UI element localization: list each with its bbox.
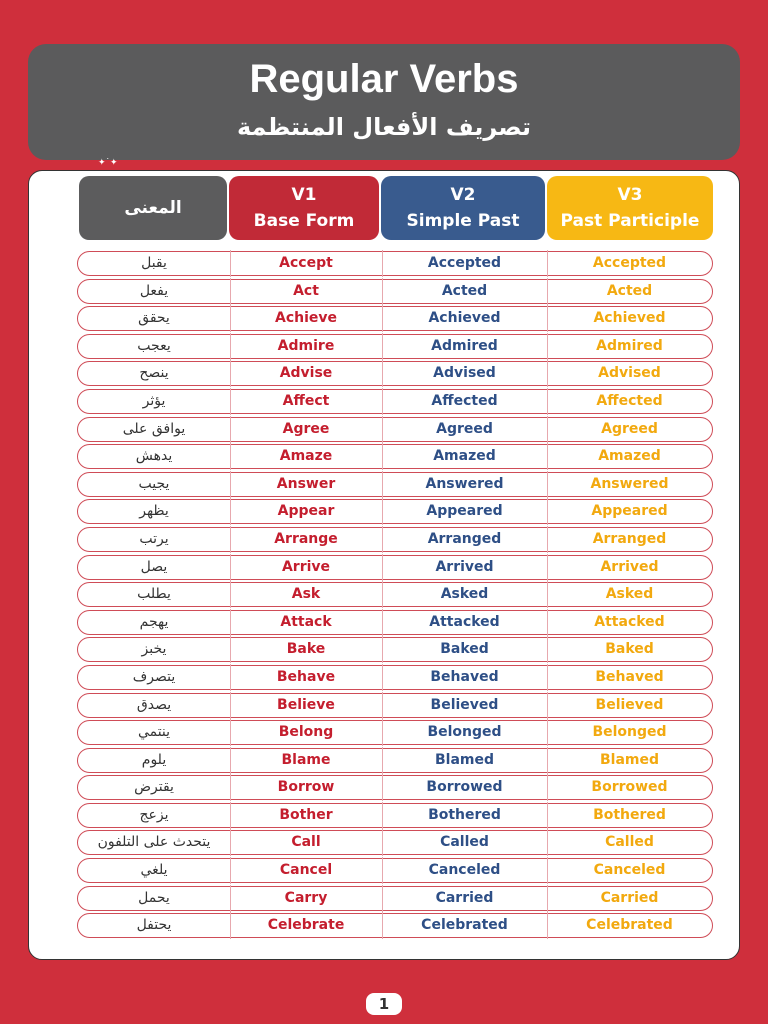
v2-cell: Agreed xyxy=(436,420,493,437)
meaning-cell: يهجم xyxy=(139,613,169,630)
meaning-cell: يزعج xyxy=(139,806,169,823)
v1-cell: Bother xyxy=(279,806,333,823)
meaning-cell: يحتفل xyxy=(136,917,172,934)
v3-cell: Admired xyxy=(596,337,663,354)
column-divider xyxy=(230,388,231,415)
column-divider xyxy=(547,278,548,305)
column-header-v1-code: V1 xyxy=(291,185,317,205)
v2-cell: Arrived xyxy=(435,558,494,575)
v1-cell: Admire xyxy=(277,337,335,354)
column-header-v2-name: Simple Past xyxy=(406,211,520,231)
v3-cell: Carried xyxy=(600,889,659,906)
v2-cell: Achieved xyxy=(428,310,501,327)
v3-cell: Attacked xyxy=(594,613,665,630)
meaning-cell: يحقق xyxy=(138,310,170,327)
column-divider xyxy=(547,581,548,608)
column-divider xyxy=(382,305,383,332)
meaning-cell: يتحدث على التلفون xyxy=(97,834,211,851)
column-divider xyxy=(547,747,548,774)
v1-cell: Arrange xyxy=(274,530,338,547)
table-row xyxy=(77,444,713,469)
column-divider xyxy=(230,664,231,691)
v2-cell: Bothered xyxy=(428,806,501,823)
v3-cell: Accepted xyxy=(592,255,667,271)
v1-cell: Blame xyxy=(281,751,331,768)
v3-cell: Agreed xyxy=(601,420,658,437)
table-row xyxy=(77,389,713,414)
meaning-cell: يتصرف xyxy=(132,668,176,685)
v1-cell: Carry xyxy=(284,889,328,906)
meaning-cell: يقبل xyxy=(141,255,167,271)
v1-cell: Answer xyxy=(276,475,336,492)
v1-cell: Accept xyxy=(279,255,333,271)
v1-cell: Attack xyxy=(280,613,332,630)
column-divider xyxy=(382,333,383,360)
column-divider xyxy=(382,526,383,553)
v2-cell: Admired xyxy=(431,337,498,354)
v2-cell: Answered xyxy=(425,475,504,492)
table-row xyxy=(77,251,713,276)
v3-cell: Baked xyxy=(605,641,654,658)
column-header-v3 xyxy=(547,176,713,240)
column-divider xyxy=(547,554,548,581)
v1-cell: Amaze xyxy=(279,448,333,465)
column-divider xyxy=(547,333,548,360)
v1-cell: Act xyxy=(293,282,319,299)
table-row xyxy=(77,886,713,911)
v1-cell: Cancel xyxy=(279,862,333,879)
table-row xyxy=(77,582,713,607)
column-divider xyxy=(382,360,383,387)
v1-cell: Belong xyxy=(278,724,334,741)
column-divider xyxy=(230,360,231,387)
v1-cell: Believe xyxy=(277,696,335,713)
column-divider xyxy=(230,747,231,774)
column-header-v1 xyxy=(229,176,379,240)
v3-cell: Affected xyxy=(596,392,663,409)
column-divider xyxy=(547,609,548,636)
table-row xyxy=(77,417,713,442)
page-title: Regular Verbs xyxy=(249,57,519,101)
v2-cell: Canceled xyxy=(428,862,501,879)
v1-cell: Behave xyxy=(276,668,336,685)
v2-cell: Carried xyxy=(435,889,494,906)
table-row xyxy=(77,555,713,580)
column-divider xyxy=(547,857,548,884)
column-divider xyxy=(382,692,383,719)
v3-cell: Called xyxy=(605,834,654,851)
column-divider xyxy=(547,885,548,912)
table-row xyxy=(77,610,713,635)
v2-cell: Borrowed xyxy=(426,779,503,796)
v1-cell: Appear xyxy=(277,503,335,520)
page-number: 1 xyxy=(366,993,402,1015)
column-divider xyxy=(547,912,548,939)
v3-cell: Arrived xyxy=(600,558,659,575)
meaning-cell: يدهش xyxy=(135,448,173,465)
column-divider xyxy=(382,278,383,305)
column-divider xyxy=(230,526,231,553)
column-divider xyxy=(382,416,383,443)
v3-cell: Acted xyxy=(606,282,653,299)
table-row xyxy=(77,306,713,331)
v3-cell: Advised xyxy=(598,365,661,382)
column-divider xyxy=(547,829,548,856)
v2-cell: Acted xyxy=(441,282,488,299)
column-divider xyxy=(547,802,548,829)
meaning-cell: يظهر xyxy=(139,503,169,520)
column-divider xyxy=(382,388,383,415)
v2-cell: Baked xyxy=(440,641,489,658)
v2-cell: Belonged xyxy=(427,724,502,741)
meaning-cell: يرتب xyxy=(139,530,169,547)
page-subtitle: تصريف الأفعال المنتظمة xyxy=(236,113,532,141)
v1-cell: Affect xyxy=(282,392,330,409)
v3-cell: Bothered xyxy=(593,806,666,823)
column-header-v3-code: V3 xyxy=(617,185,643,205)
table-row xyxy=(77,527,713,552)
v3-cell: Answered xyxy=(590,475,669,492)
column-divider xyxy=(547,664,548,691)
meaning-cell: يصدق xyxy=(136,696,172,713)
table-row xyxy=(77,279,713,304)
v1-cell: Arrive xyxy=(281,558,331,575)
meaning-cell: يجيب xyxy=(138,475,170,492)
meaning-cell: يطلب xyxy=(137,586,171,603)
column-divider xyxy=(547,774,548,801)
column-divider xyxy=(382,443,383,470)
column-divider xyxy=(547,526,548,553)
column-divider xyxy=(382,857,383,884)
column-divider xyxy=(547,360,548,387)
v2-cell: Advised xyxy=(433,365,496,382)
v1-cell: Advise xyxy=(279,365,333,382)
v3-cell: Appeared xyxy=(591,503,668,520)
column-divider xyxy=(382,774,383,801)
table-row xyxy=(77,472,713,497)
v2-cell: Affected xyxy=(431,392,498,409)
table-body xyxy=(77,251,713,941)
v1-cell: Agree xyxy=(282,420,330,437)
column-divider xyxy=(230,554,231,581)
column-header-v2-code: V2 xyxy=(450,185,476,205)
v3-cell: Blamed xyxy=(599,751,660,768)
v2-cell: Celebrated xyxy=(421,917,508,934)
column-divider xyxy=(382,471,383,498)
v1-cell: Call xyxy=(291,834,321,851)
meaning-cell: يؤثر xyxy=(142,392,166,409)
v3-cell: Borrowed xyxy=(591,779,668,796)
table-row xyxy=(77,720,713,745)
v3-cell: Believed xyxy=(595,696,664,713)
column-divider xyxy=(230,636,231,663)
table-row xyxy=(77,637,713,662)
column-header-meaning xyxy=(79,176,227,240)
column-divider xyxy=(230,719,231,746)
v3-cell: Amazed xyxy=(598,448,661,465)
column-divider xyxy=(230,416,231,443)
column-divider xyxy=(547,692,548,719)
column-header-meaning-label: المعنى xyxy=(124,198,182,218)
meaning-cell: ينتمي xyxy=(137,724,171,741)
v2-cell: Called xyxy=(440,834,489,851)
column-divider xyxy=(547,250,548,277)
sparkle-icon: ✦˙✦ xyxy=(98,158,118,168)
column-divider xyxy=(382,802,383,829)
meaning-cell: ينصح xyxy=(139,365,169,382)
table-row xyxy=(77,748,713,773)
column-divider xyxy=(230,443,231,470)
meaning-cell: يلوم xyxy=(141,751,167,768)
column-divider xyxy=(230,692,231,719)
verb-table xyxy=(28,170,740,960)
v1-cell: Borrow xyxy=(277,779,335,796)
page-header xyxy=(28,44,740,160)
table-row xyxy=(77,334,713,359)
column-divider xyxy=(382,636,383,663)
column-divider xyxy=(382,885,383,912)
table-row xyxy=(77,665,713,690)
column-divider xyxy=(230,581,231,608)
column-divider xyxy=(382,747,383,774)
v2-cell: Amazed xyxy=(433,448,496,465)
meaning-cell: يلغي xyxy=(140,862,168,879)
v1-cell: Bake xyxy=(286,641,326,658)
v1-cell: Achieve xyxy=(274,310,337,327)
meaning-cell: يعجب xyxy=(137,337,171,354)
v1-cell: Celebrate xyxy=(267,917,345,934)
column-divider xyxy=(382,609,383,636)
column-divider xyxy=(547,388,548,415)
v1-cell: Ask xyxy=(291,586,321,603)
column-divider xyxy=(547,305,548,332)
v2-cell: Asked xyxy=(440,586,489,603)
v2-cell: Arranged xyxy=(427,530,502,547)
column-divider xyxy=(230,912,231,939)
meaning-cell: يحمل xyxy=(138,889,170,906)
table-row xyxy=(77,803,713,828)
column-divider xyxy=(230,471,231,498)
column-divider xyxy=(382,581,383,608)
table-row xyxy=(77,361,713,386)
v3-cell: Belonged xyxy=(592,724,667,741)
v2-cell: Appeared xyxy=(426,503,503,520)
column-divider xyxy=(230,885,231,912)
v2-cell: Blamed xyxy=(434,751,495,768)
meaning-cell: يوافق على xyxy=(122,420,186,437)
column-divider xyxy=(547,636,548,663)
v3-cell: Behaved xyxy=(595,668,664,685)
column-divider xyxy=(382,554,383,581)
column-divider xyxy=(230,802,231,829)
column-divider xyxy=(230,857,231,884)
v2-cell: Attacked xyxy=(429,613,500,630)
column-divider xyxy=(382,498,383,525)
table-row xyxy=(77,858,713,883)
table-row xyxy=(77,693,713,718)
column-divider xyxy=(230,829,231,856)
v2-cell: Accepted xyxy=(427,255,502,271)
column-divider xyxy=(547,443,548,470)
column-divider xyxy=(230,305,231,332)
meaning-cell: يخبز xyxy=(141,641,167,658)
column-divider xyxy=(547,471,548,498)
column-divider xyxy=(382,912,383,939)
table-row xyxy=(77,775,713,800)
v3-cell: Arranged xyxy=(592,530,667,547)
column-divider xyxy=(547,416,548,443)
meaning-cell: يصل xyxy=(140,558,168,575)
v3-cell: Canceled xyxy=(593,862,666,879)
column-divider xyxy=(230,609,231,636)
column-header-v1-name: Base Form xyxy=(253,211,355,231)
column-header-v2 xyxy=(381,176,545,240)
table-row xyxy=(77,499,713,524)
column-divider xyxy=(382,250,383,277)
table-row xyxy=(77,913,713,938)
v3-cell: Achieved xyxy=(593,310,666,327)
column-divider xyxy=(230,278,231,305)
v3-cell: Celebrated xyxy=(586,917,673,934)
column-divider xyxy=(382,829,383,856)
column-divider xyxy=(547,719,548,746)
column-divider xyxy=(382,664,383,691)
column-divider xyxy=(230,333,231,360)
table-row xyxy=(77,830,713,855)
meaning-cell: يفعل xyxy=(139,282,169,299)
v2-cell: Believed xyxy=(430,696,499,713)
meaning-cell: يقترض xyxy=(134,779,174,796)
column-header-v3-name: Past Participle xyxy=(560,211,700,231)
column-divider xyxy=(230,250,231,277)
column-divider xyxy=(230,498,231,525)
column-divider xyxy=(547,498,548,525)
column-divider xyxy=(382,719,383,746)
v2-cell: Behaved xyxy=(430,668,499,685)
column-divider xyxy=(230,774,231,801)
v3-cell: Asked xyxy=(605,586,654,603)
